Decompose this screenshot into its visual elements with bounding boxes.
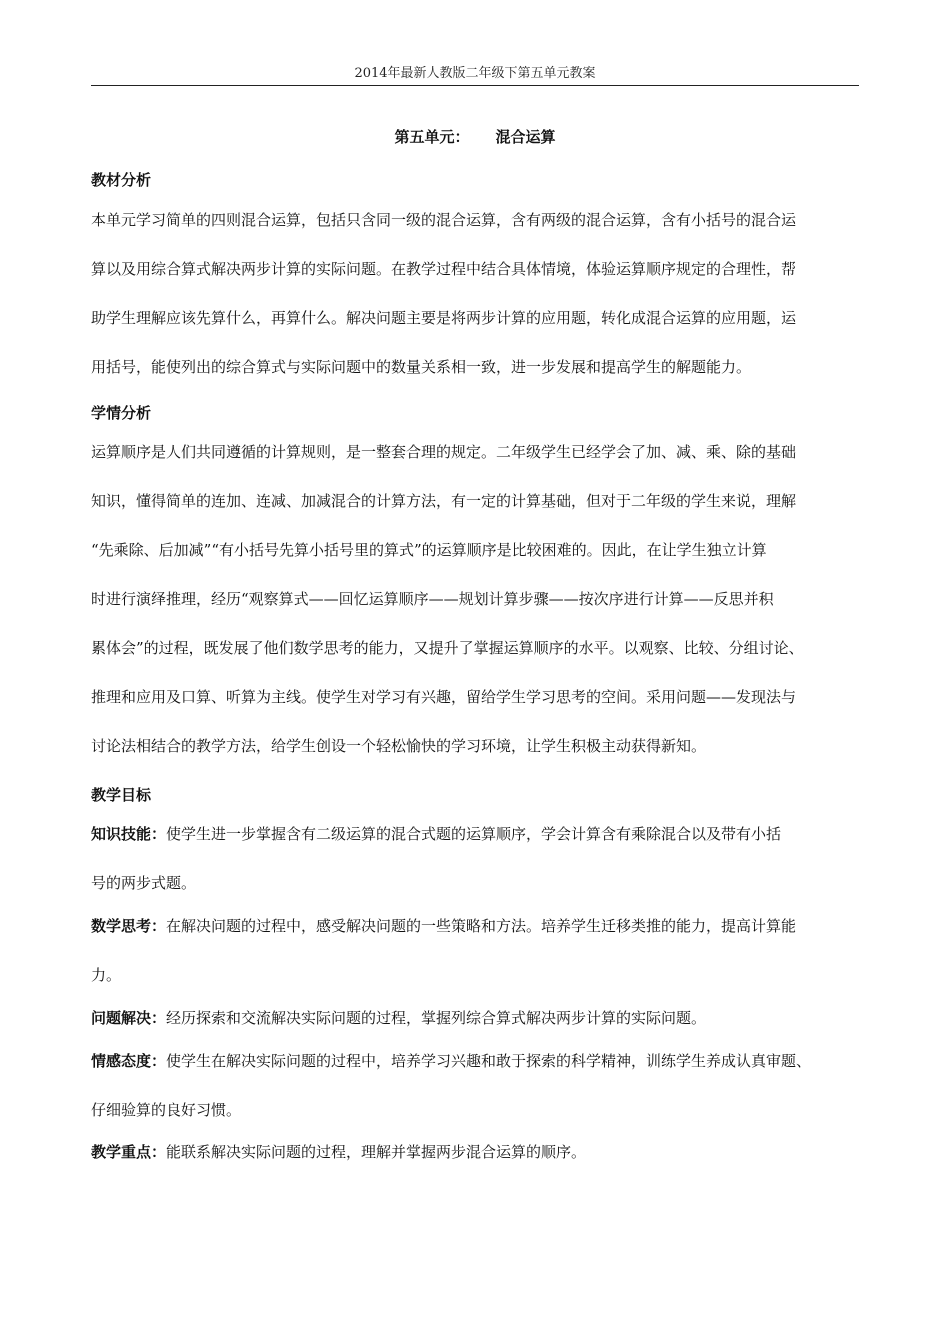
goal-text: 仔细验算的良好习惯。 (91, 1101, 242, 1119)
header-rule (91, 85, 859, 86)
focus-text: 能联系解决实际问题的过程，理解并掌握两步混合运算的顺序。 (166, 1143, 587, 1161)
paragraph-line: “先乘除、后加减”“有小括号先算小括号里的算式”的运算顺序是比较困难的。因此，在让学生独立计算 (91, 541, 767, 559)
goal-text: 使学生进一步掌握含有二级运算的混合式题的运算顺序，学会计算含有乘除混合以及带有小括 (166, 825, 782, 843)
goal-thinking (91, 902, 866, 1000)
paragraph-line: 本单元学习简单的四则混合运算，包括只含同一级的混合运算，含有两级的混合运算，含有小括号的混合运 (91, 211, 797, 229)
goal-text: 在解决问题的过程中，感受解决问题的一些策略和方法。培养学生迁移类推的能力，提高计算能 (166, 917, 797, 935)
goal-knowledge (91, 810, 866, 908)
paragraph-line: 用括号，能使列出的综合算式与实际问题中的数量关系相一致，进一步发展和提高学生的解题能力。 (91, 358, 752, 376)
goal-label: 数学思考： (91, 917, 167, 935)
paragraph-line: 推理和应用及口算、听算为主线。使学生对学习有兴趣，留给学生学习思考的空间。采用问题——发现法与 (91, 688, 797, 706)
unit-name: 混合运算 (495, 128, 556, 146)
goal-label: 问题解决： (91, 1009, 167, 1027)
goal-text: 力。 (91, 966, 122, 984)
goal-problem (91, 994, 866, 1043)
goal-label: 情感态度： (91, 1052, 167, 1070)
paragraph-line: 助学生理解应该先算什么，再算什么。解决问题主要是将两步计算的应用题，转化成混合运算的应用题，运 (91, 309, 797, 327)
paragraph-line: 知识，懂得简单的连加、连减、加减混合的计算方法，有一定的计算基础，但对于二年级的学生来说，理解 (91, 492, 797, 510)
section-heading-goals: 教学目标 (91, 786, 152, 804)
paragraph-line: 累体会”的过程，既发展了他们数学思考的能力，又提升了掌握运算顺序的水平。以观察、比较、分组讨论、 (91, 639, 804, 657)
page-header: 2014年最新人教版二年级下第五单元教案 (354, 66, 596, 81)
goal-text: 经历探索和交流解决实际问题的过程，掌握列综合算式解决两步计算的实际问题。 (166, 1009, 707, 1027)
section-heading-students: 学情分析 (91, 404, 152, 422)
paragraph-line: 运算顺序是人们共同遵循的计算规则，是一整套合理的规定。二年级学生已经学会了加、减、乘、除的基础 (91, 443, 797, 461)
material-paragraph (91, 196, 866, 392)
paragraph-line: 算以及用综合算式解决两步计算的实际问题。在教学过程中结合具体情境，体验运算顺序规定的合理性，帮 (91, 260, 797, 278)
paragraph-line: 讨论法相结合的教学方法，给学生创设一个轻松愉快的学习环境，让学生积极主动获得新知。 (91, 737, 707, 755)
paragraph-line: 时进行演绎推理，经历“观察算式——回忆运算顺序——规划计算步骤——按次序进行计算——反思并积 (91, 590, 774, 608)
focus-label: 教学重点： (91, 1143, 167, 1161)
students-paragraph (91, 428, 866, 771)
goal-text: 号的两步式题。 (91, 874, 197, 892)
goal-emotion (91, 1037, 866, 1135)
goal-label: 知识技能： (91, 825, 167, 843)
section-heading-material: 教材分析 (91, 171, 152, 189)
page-title (91, 124, 859, 150)
goal-text: 使学生在解决实际问题的过程中，培养学习兴趣和敢于探索的科学精神，训练学生养成认真审题、 (166, 1052, 812, 1070)
unit-label: 第五单元： (394, 128, 470, 146)
teaching-focus (91, 1128, 866, 1177)
